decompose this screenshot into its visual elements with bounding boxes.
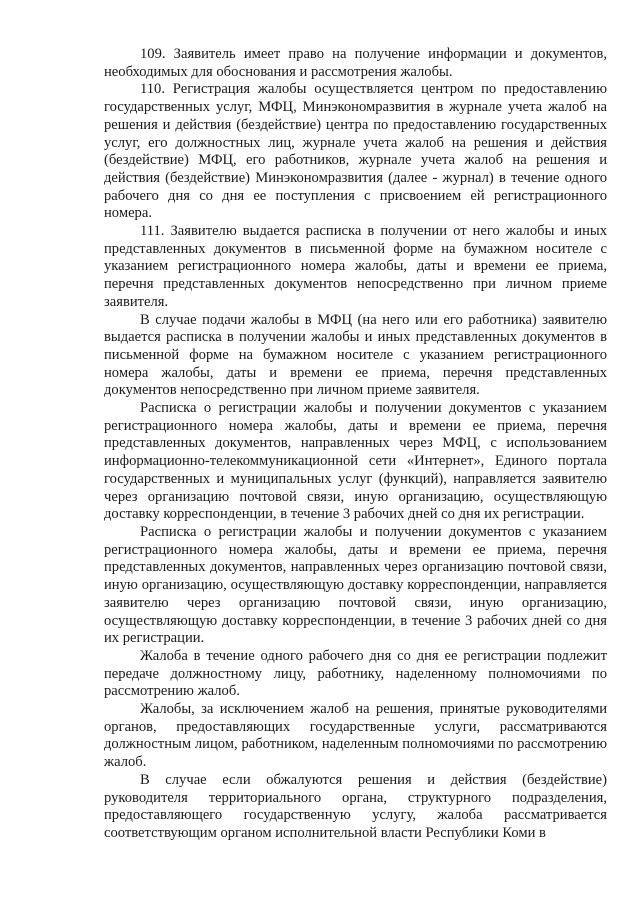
paragraph-110: 110. Регистрация жалобы осуществляется центром по предоставлению государственных услуг, МФЦ, Минэкономразвития в журнале учета жалоб на решения и действия (бездействие) центра по предоставлению государственных услуг, его должностных лиц, журнале учета жалоб на решения и действия (бездействие) МФЦ, его работников, журнале учета жалоб на решения и действия (бездействие) Минэкономразвития (далее - журнал) в течение одного рабочего дня со дня ее поступления с присвоением ей регистрационного номера.	[104, 81, 607, 222]
paragraph-appeal: В случае если обжалуются решения и действия (бездействие) руководителя территориального органа, структурного подразделения, предоставляющего государственную услугу, жалоба рассматривается соответствующим органом исполнительной власти Республики Коми в	[104, 771, 607, 841]
paragraph-transfer: Жалоба в течение одного рабочего дня со дня ее регистрации подлежит передаче должностному лицу, работнику, наделенному полномочиями по рассмотрению жалоб.	[104, 647, 607, 700]
paragraph-109: 109. Заявитель имеет право на получение информации и документов, необходимых для обоснования и рассмотрения жалобы.	[104, 46, 607, 80]
paragraph-postal-receipt: Расписка о регистрации жалобы и получении документов с указанием регистрационного номера жалобы, даты и времени ее приема, перечня представленных документов, направленных через организацию почтовой связи, иную организацию, осуществляющую доставку корреспонденции, направляется заявителю через организацию почтовой связи, иную организацию, осуществляющую доставку корреспонденции, в течение 3 рабочих дней со дня их регистрации.	[104, 523, 607, 647]
paragraph-internet-receipt: Расписка о регистрации жалобы и получении документов с указанием регистрационного номера жалобы, даты и времени ее приема, перечня представленных документов, направленных через МФЦ, с использованием информационно-телекоммуникационной сети «Интернет», Единого портала государственных и муниципальных услуг (функций), направляется заявителю через организацию почтовой связи, иную организацию, осуществляющую доставку корреспонденции, в течение 3 рабочих дней со дня их регистрации.	[104, 400, 607, 523]
paragraph-mfc-receipt: В случае подачи жалобы в МФЦ (на него или его работника) заявителю выдается расписка в получении жалобы и иных представленных документов в письменной форме на бумажном носителе с указанием регистрационного номера жалобы, даты и времени ее приема, перечня представленных документов непосредственно при личном приеме заявителя.	[104, 311, 607, 399]
paragraph-111: 111. Заявителю выдается расписка в получении от него жалобы и иных представленных документов в письменной форме на бумажном носителе с указанием регистрационного номера жалобы, даты и времени ее приема, перечня представленных документов непосредственно при личном приеме заявителя.	[104, 223, 607, 310]
paragraph-review: Жалобы, за исключением жалоб на решения, принятые руководителями органов, предоставляющих государственные услуги, рассматриваются должностным лицом, работником, наделенным полномочиями по рассмотрению жалоб.	[104, 701, 607, 771]
document-body	[104, 46, 607, 843]
